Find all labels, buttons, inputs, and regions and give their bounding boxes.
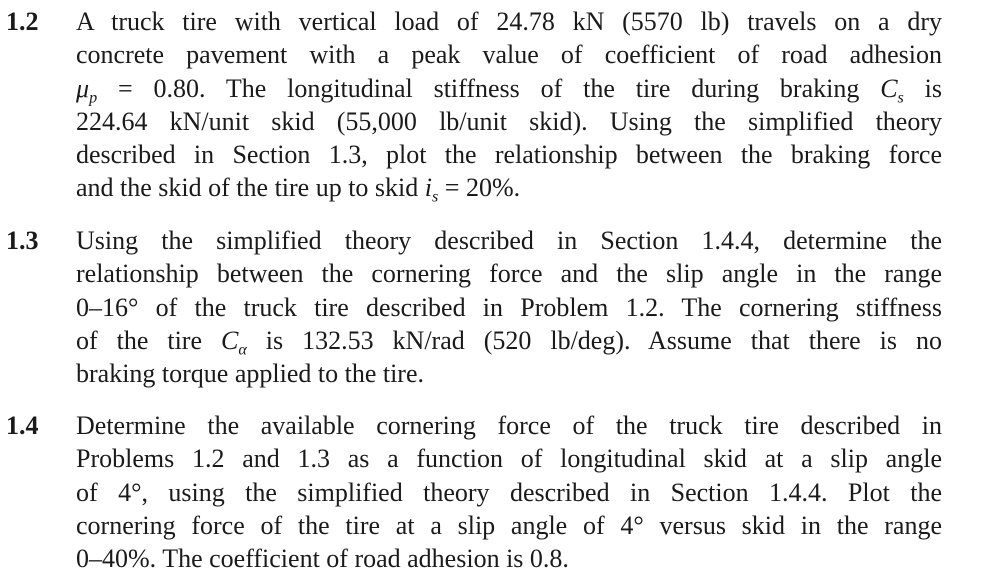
text-line: 0–40%. The coefficient of road adhesion is 0.8. — [76, 544, 569, 574]
cs-symbol: C — [880, 73, 898, 103]
problem-number: 1.3 — [6, 226, 39, 255]
text-line: 224.64 kN/unit skid (55,000 lb/unit skid). Using the simplified theory — [76, 106, 942, 136]
problem-text — [76, 409, 942, 575]
text-line: Problems 1.2 and 1.3 as a function of longitudinal skid at a slip angle — [76, 444, 942, 474]
text-line: relationship between the cornering force and the slip angle in the range — [76, 259, 942, 289]
mu-symbol: μ — [76, 73, 90, 103]
text-line: described in Section 1.3, plot the relationship between the braking force — [76, 140, 942, 170]
text-line: A truck tire with vertical load of 24.78 kN (5570 lb) travels on a dry — [76, 7, 942, 36]
text-line: $\mu_p = 0.80$. The longitudinal stiffness of the tire during braking $C_s$ is — [76, 73, 942, 107]
problem-text — [76, 224, 942, 390]
problem-text — [76, 5, 942, 205]
text-line: Determine the available cornering force of the truck tire described in — [76, 411, 942, 440]
text-line: of 4°, using the simplified theory described in Section 1.4.4. Plot the — [76, 477, 942, 507]
c-alpha-symbol: C — [220, 325, 239, 355]
text-line: concrete pavement with a peak value of coefficient of road adhesion — [76, 40, 942, 70]
problem-number: 1.2 — [6, 7, 39, 36]
text-line: Using the simplified theory described in Section 1.4.4, determine the — [76, 226, 942, 255]
text-line: of the tire $C_\alpha$ is 132.53 kN/rad (520 lb/deg). Assume that there is no — [76, 325, 942, 359]
text-line: braking torque applied to the tire. — [76, 359, 425, 389]
problem-number: 1.4 — [6, 411, 39, 440]
text-line: 0–16° of the truck tire described in Problem 1.2. The cornering stiffness — [76, 292, 942, 322]
text-line: cornering force of the tire at a slip angle of 4° versus skid in the range — [76, 510, 942, 540]
text-line: and the skid of the tire up to skid $i_s = 20\%$. — [76, 173, 521, 207]
is-symbol: i — [424, 173, 433, 203]
